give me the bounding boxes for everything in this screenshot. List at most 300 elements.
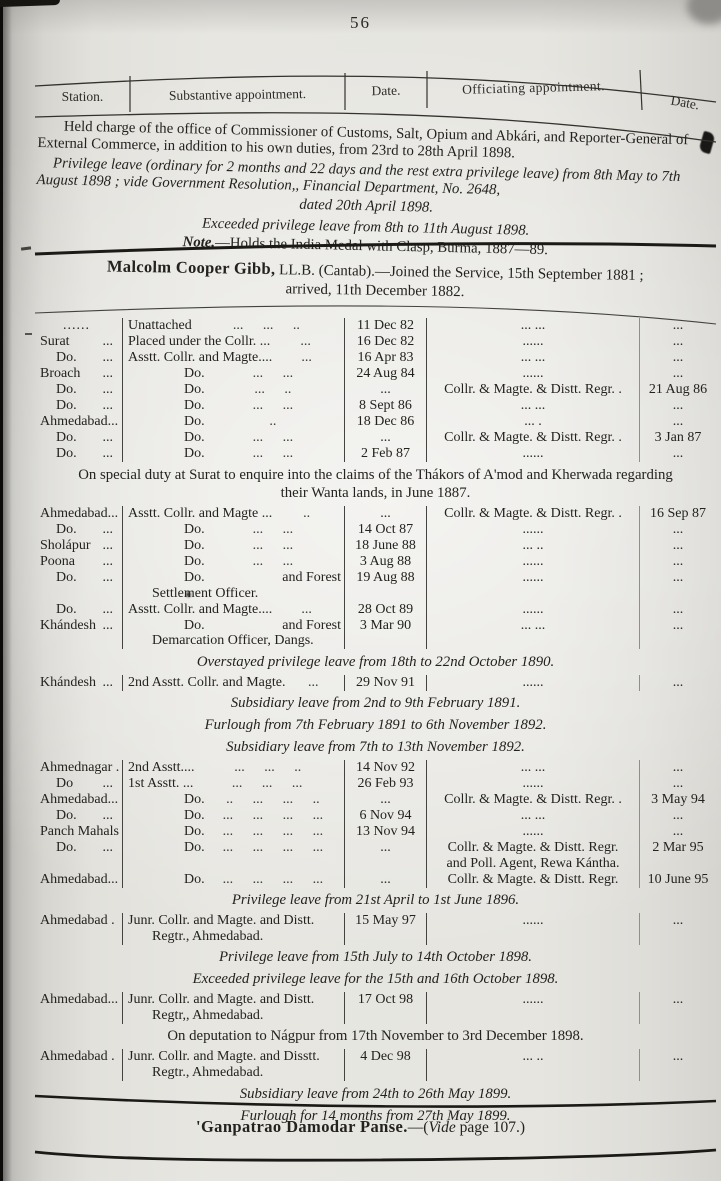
date-cell: 14 Nov 92: [345, 760, 427, 776]
appointment-leader-dots: ... ...: [252, 446, 294, 461]
appointment-line: [128, 992, 341, 1008]
appointment-leader-dots: ...: [301, 350, 312, 365]
appointment-cell: [123, 840, 345, 872]
station-cell: [35, 366, 123, 382]
appointment-text: Do.: [184, 808, 205, 824]
service-row: [35, 350, 716, 366]
note-privilege-leave: Privilege leave (ordinary for 2 months and 22 days and the rest extra privilege leave) from 8th May to 7th August 1898 ; vide Government Resolution,, Financial Department, No. 2648,: [36, 155, 681, 198]
station-text: Do.: [56, 570, 77, 585]
date2-cell: ...: [672, 446, 684, 461]
appointment-line: [128, 913, 341, 929]
officiating-text: ......: [522, 601, 544, 617]
appointment-text: Do.: [184, 617, 205, 633]
appointment-line: [128, 824, 341, 840]
appointment-line: [128, 334, 341, 350]
date-cell: 11 Dec 82: [345, 318, 427, 334]
appointment-leader-dots: ... ... ..: [234, 760, 302, 776]
officiating-text: ......: [522, 776, 544, 792]
officiating-text: ... ...: [520, 318, 546, 333]
appointment-line: [128, 760, 341, 776]
station-text: Do.: [56, 430, 77, 445]
column-header-substantive-appointment: Substantive appointment.: [168, 86, 307, 103]
service-row: [35, 318, 716, 334]
officer-name: Malcolm Cooper Gibb,: [106, 256, 276, 279]
appointment-cell: [123, 824, 345, 840]
appointment-line: [128, 840, 341, 856]
date-cell: 3 Mar 90: [345, 618, 427, 650]
appointment-line2: Regtr., Ahmedabad.: [152, 1065, 264, 1081]
appointment-cell: [123, 506, 345, 522]
officer-arrived: arrived, 11th December 1882.: [285, 281, 465, 301]
officiating-cell: [427, 382, 640, 398]
service-row: [35, 675, 716, 691]
station-cell: [35, 522, 123, 538]
station-cell: [35, 602, 123, 618]
date-cell: ...: [345, 872, 427, 888]
station-text: Do.: [56, 446, 77, 461]
date2-cell: ...: [672, 824, 684, 840]
station-cell: [35, 334, 123, 350]
date2-cell: ...: [672, 522, 684, 537]
station-text: Ahmedabad .: [40, 913, 115, 929]
appointment-line: [128, 1049, 341, 1065]
appointment-line: [128, 792, 341, 808]
service-note-text: Furlough from 7th February 1891 to 6th November 1892.: [204, 717, 547, 734]
officer-joined: LL.B. (Cantab).—Joined the Service, 15th September 1881 ;: [275, 262, 644, 284]
station-cell: [35, 382, 123, 398]
appointment-line2: Regtr., Ahmedabad.: [152, 929, 264, 945]
station-leader-dots: ...: [102, 398, 113, 413]
station-cell: [35, 792, 123, 808]
appointment-cell: [123, 414, 345, 430]
date-cell: 18 June 88: [345, 538, 427, 554]
service-note: [35, 716, 716, 735]
officiating-text: ......: [522, 674, 544, 690]
officiating-cell: [427, 318, 640, 334]
officiating-cell: [427, 570, 640, 602]
station-text: Ahmedabad...: [40, 992, 119, 1008]
service-row: [35, 872, 716, 888]
column-header-date-2: Date.: [669, 92, 701, 113]
appointment-text: Junr. Collr. and Magte. and Disstt.: [128, 1049, 320, 1065]
appointment-cell: [123, 318, 345, 334]
service-row: [35, 840, 716, 872]
appointment-text: Do.: [184, 871, 205, 887]
date-cell: ...: [345, 506, 427, 522]
station-text: Surat: [40, 334, 70, 349]
appointment-text: Do.: [184, 538, 205, 553]
appointment-line: [128, 570, 341, 586]
station-cell: [35, 840, 123, 872]
appointment-leader-dots: ... ... ... ...: [222, 824, 324, 840]
service-note: [35, 653, 716, 672]
station-leader-dots: ...: [102, 554, 113, 569]
station-text: ......: [63, 318, 90, 333]
officiating-cell: [427, 808, 640, 824]
station-leader-dots: ...: [102, 674, 113, 690]
service-row: [35, 602, 716, 618]
officiating-text: ......: [522, 913, 544, 929]
officiating-text: Collr. & Magte. & Distt. Regr. .: [444, 382, 622, 397]
station-cell: [35, 760, 123, 776]
station-cell: [35, 538, 123, 554]
footer-vide: Vide: [428, 1119, 456, 1136]
officiating-cell: [427, 872, 640, 888]
date2-cell: ...: [672, 808, 684, 824]
column-header-station: Station.: [61, 89, 104, 104]
appointment-text: Do.: [184, 554, 205, 569]
service-note-text: Privilege leave from 21st April to 1st June 1896.: [231, 892, 520, 909]
officiating-cell: [427, 1049, 640, 1081]
appointment-line: [128, 776, 341, 792]
appointment-cell: [123, 913, 345, 945]
service-note-text: Privilege leave from 15th July to 14th October 1898.: [219, 949, 532, 966]
appointment-line: [128, 872, 341, 888]
date2-cell: ...: [672, 617, 684, 633]
appointment-cell: [123, 792, 345, 808]
appointment-leader-dots: .. ... ... ..: [226, 792, 320, 808]
appointment-leader-dots: ...: [301, 601, 312, 617]
service-row: [35, 446, 716, 462]
officiating-text: ... ..: [522, 538, 544, 553]
station-cell: [35, 430, 123, 446]
date2-cell: ...: [672, 760, 684, 776]
station-leader-dots: ...: [102, 570, 113, 585]
station-cell: [35, 446, 123, 462]
date-cell: 6 Nov 94: [345, 808, 427, 824]
officiating-cell: [427, 446, 640, 462]
rule-thick-footer: [35, 1142, 716, 1168]
station-leader-dots: ...: [102, 776, 113, 792]
officiating-text: ... ..: [522, 1049, 544, 1065]
station-cell: [35, 414, 123, 430]
officiating-text: ......: [522, 334, 544, 349]
station-text: Do.: [56, 350, 77, 365]
note-held-charge: Held charge of the office of Commissioner of Customs, Salt, Opium and Abkári, and Reporter-General of External Commerce, in addition to his own duties, from 23rd to 28th April 1898.: [37, 118, 689, 161]
appointment-text: Do.: [184, 522, 205, 537]
appointment-text: Asstt. Collr. and Magte ...: [128, 506, 273, 521]
appointment-line: [128, 318, 341, 334]
service-row: [35, 522, 716, 538]
date-cell: 14 Oct 87: [345, 522, 427, 538]
appointment-cell: [123, 538, 345, 554]
date-cell: 17 Oct 98: [345, 992, 427, 1024]
station-text: Do.: [56, 601, 77, 617]
appointment-cell: [123, 675, 345, 691]
date-cell: ...: [345, 840, 427, 872]
officiating-text: ... ...: [520, 617, 546, 633]
date2-cell: ...: [672, 1049, 684, 1065]
note-label: Note.: [182, 234, 216, 251]
appointment-line: [128, 506, 341, 522]
page-number: 56: [350, 13, 371, 32]
officiating-cell: [427, 366, 640, 382]
station-cell: [35, 570, 123, 602]
station-cell: [35, 776, 123, 792]
appointment-leader-dots: ...: [300, 334, 311, 349]
appointment-cell: [123, 872, 345, 888]
station-cell: [35, 1049, 123, 1081]
date2-cell: ...: [672, 992, 684, 1008]
appointment-line2: Settlement Officer.: [152, 585, 259, 601]
appointment-leader-dots: ... ...: [252, 430, 294, 445]
footer-dash: —(: [407, 1119, 429, 1136]
appointment-line2: Regtr,, Ahmedabad.: [152, 1008, 264, 1024]
scan-artifact-left-shadow: [3, 0, 12, 1181]
station-text: Ahmedabad...: [40, 414, 119, 429]
service-note-text: On deputation to Nágpur from 17th November to 3rd December 1898.: [167, 1028, 584, 1045]
station-cell: [35, 506, 123, 522]
appointment-cell: [123, 382, 345, 398]
appointment-text: Do.: [184, 430, 205, 445]
scan-artifact-top-left: [0, 0, 60, 7]
appointment-line: [128, 398, 341, 414]
station-text: Do.: [56, 398, 77, 413]
officiating-cell: [427, 760, 640, 776]
officiating-cell: [427, 430, 640, 446]
station-leader-dots: ...: [102, 808, 113, 824]
station-cell: [35, 318, 123, 334]
service-note-text: Subsidiary leave from 24th to 26th May 1899.: [239, 1085, 512, 1102]
station-leader-dots: ...: [102, 430, 113, 445]
appointment-leader-dots: ... ... ..: [232, 318, 300, 333]
appointment-line: [128, 350, 341, 366]
date2-cell: 21 Aug 86: [648, 382, 708, 397]
date-cell: 29 Nov 91: [345, 675, 427, 691]
appointment-cell: [123, 522, 345, 538]
officiating-cell: [427, 350, 640, 366]
service-row: [35, 618, 716, 650]
service-row: [35, 398, 716, 414]
service-table: [35, 318, 716, 1129]
date2-cell: ...: [672, 318, 684, 333]
service-row: [35, 1049, 716, 1081]
station-text: Do.: [56, 382, 77, 397]
station-leader-dots: ...: [102, 382, 113, 397]
appointment-text: Do.: [184, 824, 205, 840]
appointment-leader-dots: ..: [303, 506, 311, 521]
officiating-cell: [427, 776, 640, 792]
date2-cell: 3 Jan 87: [654, 430, 702, 445]
station-cell: [35, 913, 123, 945]
appointment-line: [128, 446, 341, 462]
appointment-cell: [123, 350, 345, 366]
appointment-suffix: and Forest: [282, 570, 341, 585]
appointment-text: Junr. Collr. and Magte. and Distt.: [128, 913, 315, 929]
officiating-cell: [427, 840, 640, 872]
appointment-cell: [123, 366, 345, 382]
appointment-line: [128, 602, 341, 618]
officiating-text: ......: [522, 554, 544, 569]
officiating-text: ......: [522, 570, 544, 585]
officiating-text: Collr. & Magte. & Distt. Regr. .: [444, 506, 622, 521]
service-row: [35, 506, 716, 522]
note-exceeded-leave: Exceeded privilege leave from 8th to 11th August 1898.: [201, 215, 530, 239]
service-row: [35, 430, 716, 446]
service-note-text: Exceeded privilege leave for the 15th and 16th October 1898.: [192, 971, 559, 988]
appointment-line: [128, 382, 341, 398]
date2-cell: ...: [672, 776, 684, 792]
appointment-cell: [123, 570, 345, 602]
officiating-cell: [427, 602, 640, 618]
appointment-leader-dots: ... ...: [252, 554, 294, 569]
date2-cell: ...: [672, 554, 684, 569]
station-leader-dots: ...: [102, 334, 113, 349]
appointment-suffix: and Forest: [282, 617, 341, 633]
service-note: [35, 738, 716, 757]
officiating-text: ......: [522, 824, 544, 840]
service-note: [35, 891, 716, 910]
date-cell: ...: [345, 430, 427, 446]
service-row: [35, 414, 716, 430]
station-text: Do.: [56, 840, 77, 856]
footer-officer-name: 'Ganpatrao Damodar Panse.: [195, 1117, 408, 1136]
date-cell: 13 Nov 94: [345, 824, 427, 840]
service-row: [35, 538, 716, 554]
station-text: Ahmednagar .: [40, 760, 120, 776]
station-text: Panch Mahals: [40, 824, 119, 840]
station-text: Ahmedabad...: [40, 506, 119, 521]
officiating-text: Collr. & Magte. & Distt. Regr.: [447, 871, 619, 887]
appointment-text: 2nd Asstt....: [128, 760, 195, 776]
service-row: [35, 334, 716, 350]
appointment-line: [128, 366, 341, 382]
appointment-leader-dots: ... ... ... ...: [222, 840, 324, 856]
appointment-text: Asstt. Collr. and Magte....: [128, 601, 273, 617]
station-cell: [35, 824, 123, 840]
officiating-cell: [427, 522, 640, 538]
service-row: [35, 824, 716, 840]
column-header-date: Date.: [371, 82, 401, 99]
station-leader-dots: ...: [102, 350, 113, 365]
officiating-text: ......: [522, 992, 544, 1008]
appointment-leader-dots: ..: [269, 414, 277, 429]
service-note: [35, 466, 716, 503]
service-row: [35, 570, 716, 602]
appointment-line: [128, 675, 341, 691]
service-row: [35, 554, 716, 570]
date-cell: 26 Feb 93: [345, 776, 427, 792]
station-text: Do: [56, 776, 74, 792]
appointment-text: 1st Asstt. ...: [128, 776, 194, 792]
officiating-text: ... ...: [520, 398, 546, 413]
officiating-cell: [427, 675, 640, 691]
appointment-text: Do.: [184, 382, 205, 397]
appointment-leader-dots: ... ..: [254, 382, 292, 397]
station-cell: [35, 675, 123, 691]
appointment-line: [128, 554, 341, 570]
service-row: [35, 808, 716, 824]
station-text: Ahmedabad...: [40, 792, 119, 808]
note-privilege-leave-dated: dated 20th April 1898.: [299, 196, 434, 216]
appointment-text: Placed under the Collr. ...: [128, 334, 271, 349]
date2-cell: 10 June 95: [647, 871, 709, 887]
appointment-leader-dots: ... ... ...: [231, 776, 303, 792]
station-leader-dots: ...: [102, 601, 113, 617]
appointment-line: [128, 430, 341, 446]
date2-cell: ...: [672, 570, 684, 585]
appointment-text: Do.: [184, 414, 205, 429]
appointment-text: Unattached: [128, 318, 192, 333]
appointment-cell: [123, 618, 345, 650]
station-text: Khándesh: [40, 674, 96, 690]
appointment-cell: [123, 554, 345, 570]
officiating-text: ......: [522, 522, 544, 537]
officiating-text: Collr. & Magte. & Distt. Regr. .: [444, 430, 622, 445]
service-note-text: Subsidiary leave from 2nd to 9th February 1891.: [230, 695, 521, 712]
station-cell: [35, 398, 123, 414]
officiating-cell: [427, 538, 640, 554]
appointment-text: Do.: [184, 840, 205, 856]
station-text: Do.: [56, 808, 77, 824]
officiating-cell: [427, 824, 640, 840]
appointment-cell: [123, 334, 345, 350]
date2-cell: ...: [672, 334, 684, 349]
service-note: [35, 694, 716, 713]
appointment-cell: [123, 602, 345, 618]
appointment-leader-dots: ... ...: [252, 366, 294, 381]
station-leader-dots: ...: [102, 840, 113, 856]
rule-thick-bottom: [35, 1092, 716, 1114]
officiating-cell: [427, 792, 640, 808]
officiating-text: ......: [522, 366, 544, 381]
appointment-cell: [123, 430, 345, 446]
appointment-line: [128, 808, 341, 824]
appointment-leader-dots: ... ... ... ...: [222, 871, 324, 887]
appointment-text: Do.: [184, 366, 205, 381]
date2-cell: 2 Mar 95: [652, 840, 704, 856]
service-note-text: Overstayed privilege leave from 18th to 22nd October 1890.: [196, 653, 555, 670]
officiating-text: ......: [522, 446, 544, 461]
officiating-cell: [427, 398, 640, 414]
officiating-text: Collr. & Magte. & Distt. Regr.: [447, 840, 619, 856]
appointment-text: Do.: [184, 792, 205, 808]
appointment-cell: [123, 760, 345, 776]
appointment-leader-dots: ... ... ... ...: [222, 808, 324, 824]
station-cell: [35, 992, 123, 1024]
appointment-leader-dots: ...: [308, 674, 319, 690]
officiating-cell: [427, 554, 640, 570]
station-text: Do.: [56, 522, 77, 537]
station-leader-dots: ...: [102, 617, 113, 633]
officiating-text: ... ...: [520, 760, 546, 776]
appointment-cell: [123, 776, 345, 792]
date-cell: 24 Aug 84: [345, 366, 427, 382]
service-row: [35, 366, 716, 382]
officiating-text: Collr. & Magte. & Distt. Regr. .: [444, 792, 622, 808]
footer-vide-rest: page 107.): [455, 1119, 526, 1136]
date-cell: 19 Aug 88: [345, 570, 427, 602]
date-cell: ...: [345, 792, 427, 808]
officiating-line2: and Poll. Agent, Rewa Kántha.: [446, 855, 620, 871]
appointment-text: Do.: [184, 570, 205, 585]
station-leader-dots: ...: [102, 522, 113, 537]
service-note-text: On special duty at Surat to enquire into the claims of the Thákors of A'mod and Kherwada regarding their Wanta lands, in June 1887.: [78, 466, 673, 501]
date-cell: ...: [345, 382, 427, 398]
date-cell: 3 Aug 88: [345, 554, 427, 570]
service-row: [35, 776, 716, 792]
officiating-cell: [427, 618, 640, 650]
appointment-leader-dots: ... ...: [252, 522, 294, 537]
officiating-cell: [427, 414, 640, 430]
appointment-text: Do.: [184, 398, 205, 413]
appointment-line: [128, 414, 341, 430]
appointment-text: Do.: [184, 446, 205, 461]
service-note-text: Furlough for 14 months from 27th May 1899.: [240, 1107, 511, 1124]
scan-artifact-dash: [25, 333, 32, 335]
station-cell: [35, 872, 123, 888]
station-cell: [35, 618, 123, 650]
